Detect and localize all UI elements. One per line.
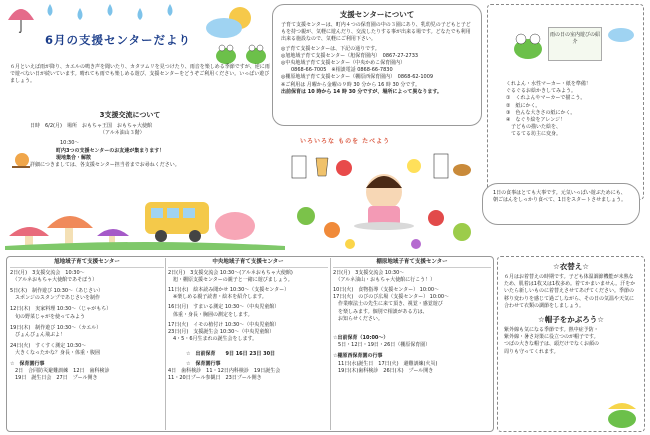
play-line-3: ① くれよんやマーカーで描こう。 — [506, 95, 586, 102]
cloud-icon — [606, 23, 636, 43]
umbrella-icon — [6, 4, 36, 34]
about-center-3: ◎棚原地域子育て支援センター（棚原西保育園内） 0868-62-1009 — [281, 74, 434, 81]
exchange-title: 3支援交流について — [99, 111, 161, 119]
food-bubble-text: 1日の食事はとても大事です。元気いっぱい遊ぶためにも、朝ごはんをしっかり食べて、1日をスタートさせましょう。 — [493, 190, 627, 204]
frog-icon — [508, 27, 548, 61]
divider-1 — [165, 258, 166, 430]
play-list — [506, 81, 640, 139]
about-note: ◎子育て支援センターは、下記の通りです。 — [281, 45, 380, 52]
food-illustration — [286, 144, 486, 252]
chuo-line: 旭・棚原支援センターの親子と一緒に遊びましょう。 — [168, 276, 293, 283]
play-line-2: ぐるぐるお絵かきしてみよう。 — [506, 88, 577, 95]
about-center-2b: 0868-66-7005 ※相談電話 0868-66-7830 — [281, 67, 393, 74]
food-bubble — [482, 183, 640, 225]
chuo-line: ※楽しめる親子読書・絵本を紹介します。 — [168, 294, 267, 301]
tanahara-line: 作業療法士の先生に来て頂き、視覚・感覚遊び — [333, 301, 443, 308]
asahi-line: 19日 誕生日会 27日 プール開き — [10, 374, 98, 381]
chuo-line: 23日(月) 支援誕生会 10:30～（中央児童館） — [168, 328, 275, 335]
exchange-point-2: 現地集合・解散 — [56, 154, 92, 161]
asahi-line: スポンジのスタンプであじさいを制作 — [10, 295, 101, 302]
tanahara-title: 棚原地域子育て支援センター — [333, 259, 491, 268]
asahi-line: 24日(火) すくすく測定 10:30～ — [10, 343, 87, 350]
right-box — [497, 256, 645, 432]
chuo-line: 17日(火) イモの植付け 10:30～（中央児童館） — [168, 321, 280, 328]
tanahara-line: 17日(火) のびのび広場（支援センター） 10:00～ — [333, 294, 450, 301]
exchange-point-1: 町内3つの支援センターのお友達が集まります！ — [56, 147, 165, 154]
divider-2 — [330, 258, 331, 430]
asahi-line: ぴょんぴょん飛ぶよ！ — [10, 331, 66, 338]
mushroom-scene — [5, 178, 285, 250]
play-title: 雨の日の室内遊びの紹介 — [549, 32, 600, 46]
chuo-line: 11日(水) 絵本読み聞かせ 10:30～（支援センター） — [168, 286, 290, 293]
chuo-events-title: ☆ 保育園行事 — [186, 360, 221, 367]
asahi-line: 大きくなったかな？身長・体重・腹囲 — [10, 350, 101, 357]
about-center-2: ◎中央地域子育て支援センター（中央かめこ保育園内） — [281, 60, 406, 67]
asahi-line: 2日(月) 3支援交流会 10:30～ — [10, 269, 85, 276]
raindrop-icons — [40, 2, 190, 22]
play-line-6: ④ なぐり絵をアレンジ！ — [506, 117, 566, 124]
food-banner: いろいろな ものを たべよう — [300, 138, 391, 145]
intro-text: ６月といえば雨が降り、カエルの鳴き声を聞いたり、カタツムリを見つけたり、雨音を楽しめる季節ですが、逆に雨で遊べない日が続いています。晴れても雨でも楽しめる遊び、支援センターをどうぞご利用ください。いっぱい遊びましょう。 — [10, 64, 270, 85]
tanahara-event: 11日(水)誕生日 17日(火) 避難訓練(火災) — [333, 360, 438, 367]
tanahara-column — [333, 259, 491, 375]
about-hours: 出前保育は 10 時から 14 時 30 分ですが、場所によって異なります。 — [281, 88, 442, 95]
play-line-1: くれよん・水性マーカー・紙を準備！ — [506, 81, 591, 87]
play-line-5: ③ 色んな大きさの紙にかく。 — [506, 109, 576, 116]
about-hours-note: ※ご利用は 月曜から金曜の９時 30 分から 16 時 30 分です。 — [281, 81, 421, 88]
asahi-line: 5日(木) 制作遊び 10:30～（あじさい） — [10, 287, 104, 294]
hat-title: ☆帽子をかぶろう☆ — [538, 315, 604, 325]
asahi-column — [10, 259, 164, 382]
asahi-line: （アルネおもちゃ大使館であそぼう） — [10, 276, 98, 283]
chuo-title: 中央地域子育て支援センター — [168, 259, 328, 268]
play-line-4: ② 紙にかく。 — [506, 102, 541, 109]
snail-icon — [10, 150, 32, 170]
chuo-sub-title: ☆ 出前保育 9日 16日 23日 30日 — [186, 351, 276, 358]
frog-hat-icon — [602, 397, 642, 429]
chuo-line: 16日(月) すまいる測定 10:30～（中央児童館） — [168, 304, 280, 311]
tanahara-events-title: ☆棚原西保育園の行事 — [333, 353, 383, 360]
tanahara-mae-title: ☆出前保育（10:00～） — [333, 334, 389, 341]
exchange-time: 10:30～ — [60, 140, 80, 147]
chuo-column — [168, 259, 328, 382]
about-box — [272, 4, 482, 126]
about-center-1: ◎旭地域子育て支援センター（旭保育園内） 0867-27-2733 — [281, 52, 419, 59]
chuo-event: 4日 歯科検診 11・12日内科検診 19日誕生会 — [168, 367, 281, 374]
asahi-line: 19日(木) 制作遊び 10:30～（カエル） — [10, 324, 102, 331]
exchange-section — [30, 110, 270, 176]
play-title-frame — [548, 27, 602, 61]
exchange-contact: 詳細につきましては、各支援センター担当者までお尋ねください。 — [30, 162, 180, 169]
exchange-date: 日時 6/2(月) 場所 おもちゃ王国 おもちゃ大使館 — [30, 123, 152, 129]
play-line-7: 子どもの描いた絵を、 — [506, 124, 562, 131]
play-line-8: てるてる坊主に変身。 — [506, 131, 561, 138]
asahi-line: 2日 合同防災避難訓練 12日 歯科検診 — [10, 367, 110, 374]
tanahara-line: 10日(火) 食物指導（支援センター） 10:00～ — [333, 286, 440, 293]
chuo-event: 11・20日プール参観日 23日プール開き — [168, 374, 262, 381]
about-title: 支援センターについて — [339, 10, 415, 19]
chuo-line: 4・5・6月生まれの誕生会をします。 — [168, 336, 258, 343]
clothes-text: ６月はお着替えの時期です。子ども体温調節機能が未熟なため、肌着は1枚又は1枚多め。着てかまいません。汗をかいたら新しいものに着替えさせてあげてください。季節の移り変わりを感じて過ごしながら、その日の気温や天気に合わせて衣類の調節をしましょう。 — [504, 274, 636, 309]
about-body: 子育て支援センターは、町内４つの保育園の中の３園にあり、乳幼児の子どもと子どもを持つ親が、気軽に遊んだり、交流したりする事が出来る場です。どなたでも利用出来る施設なので、気軽にご利用下さい。 — [281, 22, 471, 43]
clothes-title: ☆衣替え☆ — [553, 262, 589, 271]
tanahara-line: お知らせください。 — [333, 315, 383, 322]
exchange-place-sub: （アルネ油山３階） — [100, 130, 145, 137]
chuo-line: 2日(月) 3支援交流会 10:30～(アルネおもちゃ大使館) — [168, 269, 293, 276]
sun-cloud-icon — [200, 2, 260, 42]
play-box — [487, 4, 644, 200]
asahi-events-title: ☆ 保育園行事 — [10, 360, 45, 367]
chuo-line: 体重・身長・胸囲の測定をします。 — [168, 311, 253, 318]
asahi-line: 旬の野菜じゃがを使ってみよう — [10, 313, 86, 320]
tanahara-line: を楽しみます。個別で相談がある方は、 — [333, 308, 428, 315]
tanahara-event: 19日(木)歯科検診 26日(木) プール開き — [333, 367, 434, 374]
page-title: 6月の支援センターだより — [45, 33, 192, 47]
frog-group-icon — [212, 38, 272, 66]
asahi-title: 旭地域子育て支援センター — [10, 259, 164, 268]
tanahara-mae: 5日・12日・19日・26日（棚原保育園） — [333, 342, 431, 349]
tanahara-line: 2日(月) 3支援交流会 10:30～ — [333, 269, 405, 276]
tanahara-line: （アルネ油山・おもちゃ大使館に行こう！） — [333, 276, 436, 283]
asahi-line: 12日(木) 実家料理 10:30～（じゃがもち） — [10, 306, 112, 313]
hat-text: 紫外線も気になる季節です。熱中症予防・紫外線・暑さ対策に役立つのが帽子です。つばの大きな帽子は、頭だけでなくお顔の周りも守ってくれます。 — [504, 327, 600, 355]
